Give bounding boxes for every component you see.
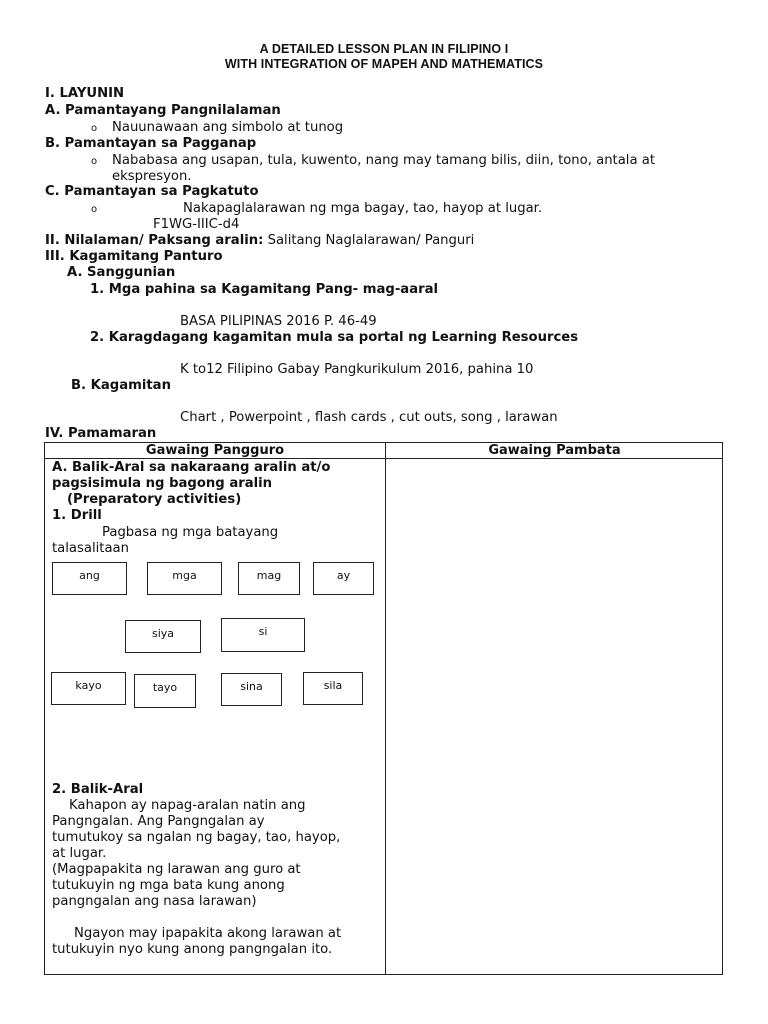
- pamantayang-pangnilalaman-heading: A. Pamantayang Pangnilalaman: [45, 103, 281, 118]
- word-card: [125, 620, 201, 653]
- balik-aral-2-heading: 2. Balik-Aral: [52, 782, 144, 797]
- kagamitang-pang-mag-aaral-value: BASA PILIPINAS 2016 P. 46-49: [180, 314, 377, 329]
- word-card: [134, 674, 196, 708]
- balik-aral-heading-line2: pagsisimula ng bagong aralin: [52, 476, 273, 491]
- pamamaran-table: [44, 442, 723, 975]
- drill-heading: 1. Drill: [52, 508, 102, 523]
- balik-aral-2-line: Kahapon ay napag-aralan natin ang: [69, 798, 306, 813]
- pamantayan-pagkatuto-heading: C. Pamantayan sa Pagkatuto: [45, 184, 259, 199]
- pamantayan-pagganap-item-line2: ekspresyon.: [112, 169, 192, 184]
- balik-aral-2-line: Pangngalan. Ang Pangngalan ay: [52, 814, 265, 829]
- nilalaman-row: [45, 233, 474, 249]
- balik-aral-heading-line1: A. Balik-Aral sa nakaraang aralin at/o: [52, 460, 331, 475]
- balik-aral-2-line: tumutukoy sa ngalan ng bagay, tao, hayop,: [52, 830, 341, 845]
- pamamaran-heading: IV. Pamamaran: [45, 426, 157, 441]
- kagamitan-value: Chart , Powerpoint , flash cards , cut outs, song , larawan: [180, 410, 558, 425]
- gawaing-pambata-header: Gawaing Pambata: [488, 443, 621, 458]
- nilalaman-value: Salitang Naglalarawan/ Panguri: [263, 233, 475, 248]
- word-card: [52, 562, 127, 595]
- table-column-divider: [385, 443, 386, 974]
- word-card: [147, 562, 222, 595]
- word-card-label: kayo: [75, 679, 102, 692]
- word-card: [221, 618, 305, 652]
- learning-resources-heading: 2. Karagdagang kagamitan mula sa portal ng Learning Resources: [90, 330, 579, 345]
- closing-instruction-line1: Ngayon may ipapakita akong larawan at: [74, 926, 342, 941]
- word-card-label: sila: [323, 679, 343, 692]
- nilalaman-heading: II. Nilalaman/ Paksang aralin: [45, 233, 259, 248]
- word-card-label: ay: [336, 569, 351, 582]
- document-title-line2: WITH INTEGRATION OF MAPEH AND MATHEMATICS: [224, 57, 544, 71]
- pamantayan-pagganap-item-line1: Nababasa ang usapan, tula, kuwento, nang may tamang bilis, diin, tono, antala at: [112, 153, 655, 168]
- learning-resources-value: K to12 Filipino Gabay Pangkurikulum 2016, pahina 10: [180, 362, 534, 377]
- word-card-label: siya: [151, 627, 175, 640]
- gawaing-pangguro-header: Gawaing Pangguro: [145, 443, 285, 458]
- bullet-icon: o: [91, 156, 98, 167]
- word-card-label: mga: [172, 569, 197, 582]
- closing-instruction-line2: tutukuyin nyo kung anong pangngalan ito.: [52, 942, 333, 957]
- drill-text-line1: Pagbasa ng mga batayang: [102, 525, 279, 540]
- nilalaman-colon: :: [258, 233, 264, 248]
- kagamitan-heading: B. Kagamitan: [71, 378, 171, 393]
- word-card-label: tayo: [152, 681, 178, 694]
- section-layunin-heading: I. LAYUNIN: [45, 86, 125, 101]
- pamantayang-pangnilalaman-item: Nauunawaan ang simbolo at tunog: [112, 120, 344, 135]
- word-card: [303, 672, 363, 705]
- word-card-label: ang: [79, 569, 100, 582]
- sanggunian-heading: A. Sanggunian: [67, 265, 176, 280]
- word-card-label: mag: [256, 569, 282, 582]
- drill-text-line2: talasalitaan: [52, 541, 129, 556]
- word-card: [221, 673, 282, 706]
- word-card-label: si: [258, 625, 268, 638]
- balik-aral-2-line: pangngalan ang nasa larawan): [52, 894, 257, 909]
- balik-aral-2-line: tutukuyin ng mga bata kung anong: [52, 878, 285, 893]
- kagamitang-panturo-heading: III. Kagamitang Panturo: [45, 249, 223, 264]
- word-card: [51, 672, 126, 705]
- document-title-line1: A DETAILED LESSON PLAN IN FILIPINO I: [259, 42, 509, 56]
- preparatory-activities-label: (Preparatory activities): [67, 492, 242, 507]
- word-card: [238, 562, 300, 595]
- balik-aral-2-line: at lugar.: [52, 846, 107, 861]
- word-card-label: sina: [240, 680, 263, 693]
- word-card: [313, 562, 374, 595]
- bullet-icon: o: [91, 123, 98, 134]
- pamantayan-pagkatuto-item: Nakapaglalarawan ng mga bagay, tao, hayop at lugar.: [183, 201, 543, 216]
- bullet-icon: o: [91, 204, 98, 215]
- balik-aral-2-line: (Magpapakita ng larawan ang guro at: [52, 862, 301, 877]
- pamantayan-pagkatuto-code: F1WG-IIIC-d4: [153, 217, 240, 232]
- pamantayan-pagganap-heading: B. Pamantayan sa Pagganap: [45, 136, 257, 151]
- kagamitang-pang-mag-aaral-heading: 1. Mga pahina sa Kagamitang Pang- mag-aaral: [90, 282, 439, 297]
